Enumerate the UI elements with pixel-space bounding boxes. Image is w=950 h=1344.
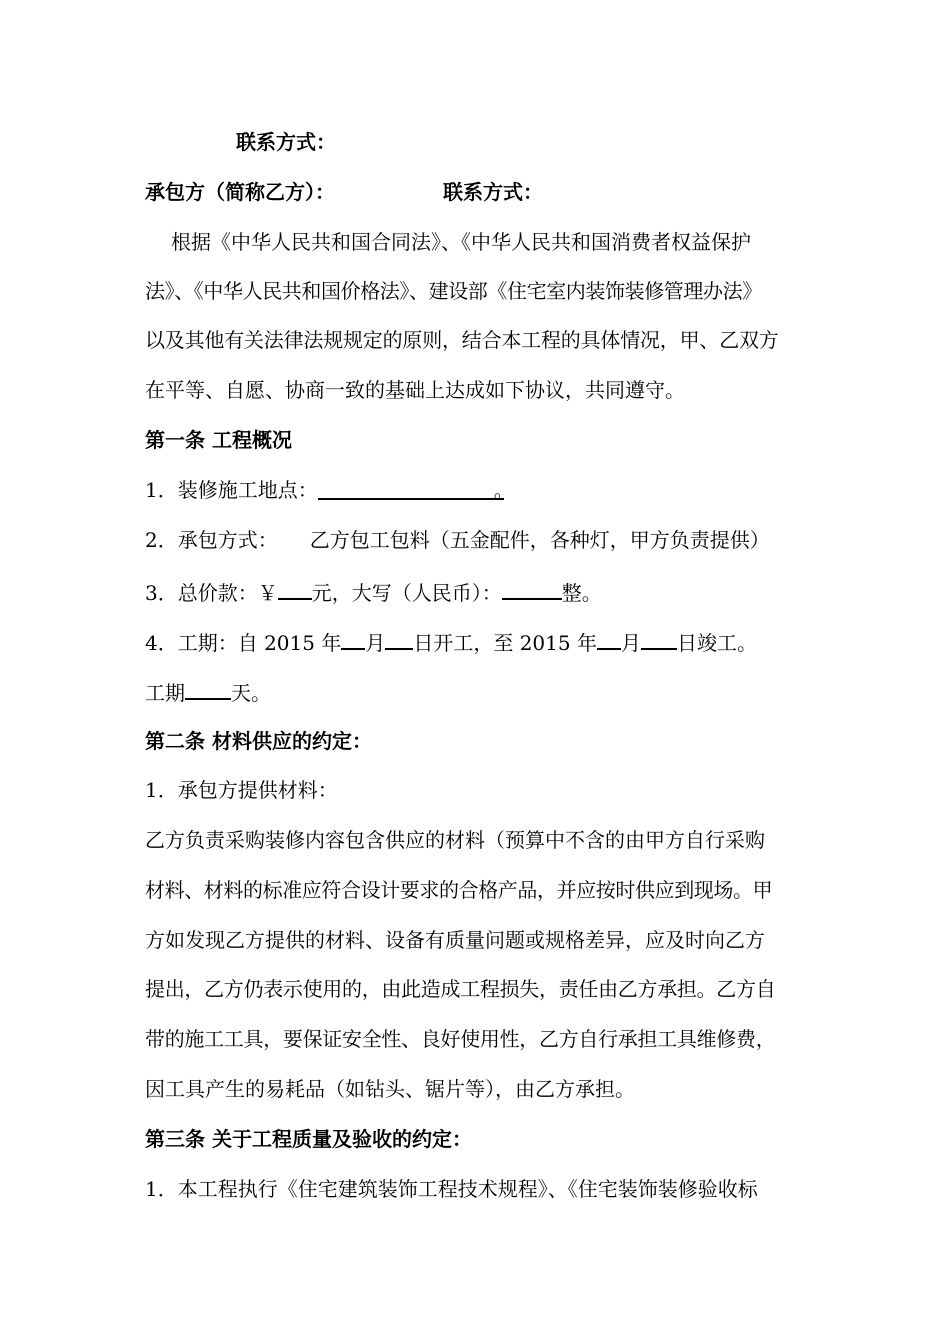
- article3-title: 第三条 关于工程质量及验收的约定：: [145, 1127, 472, 1151]
- article2-body-line: 因工具产生的易耗品（如钻头、锯片等），由乙方承担。: [145, 1077, 635, 1101]
- contractor-label: 承包方（简称乙方）：: [145, 180, 335, 204]
- article1-item1: [145, 476, 845, 504]
- article2-body-line: 带的施工工具，要保证安全性、良好使用性，乙方自行承担工具维修费，: [145, 1027, 776, 1051]
- contract-mode-label: 2．承包方式：: [145, 528, 278, 552]
- article2-body-line: 乙方负责采购装修内容包含供应的材料（预算中不含的由甲方自行采购: [145, 828, 765, 852]
- article2-body-line: 提出，乙方仍表示使用的，由此造成工程损失，责任由乙方承担。乙方自: [145, 977, 776, 1001]
- article2-item1: 1．承包方提供材料：: [145, 778, 338, 802]
- article2-title: 第二条 材料供应的约定：: [145, 729, 372, 753]
- start-month-blank: [341, 626, 365, 650]
- end-month-blank: [597, 626, 621, 650]
- article1-item2: [145, 526, 845, 554]
- article2-body-line: 方如发现乙方提供的材料、设备有质量问题或规格差异，应及时向乙方: [145, 928, 765, 952]
- article3-item1: 1．本工程执行《住宅建筑装饰工程技术规程》、《住宅装饰装修验收标: [145, 1177, 758, 1201]
- article2-body-line: 材料、材料的标准应符合设计要求的合格产品，并应按时供应到现场。甲: [145, 878, 773, 902]
- price-words-blank: [502, 576, 562, 600]
- end-day-blank: [641, 626, 677, 650]
- article1-item4: 4．工期：自 2015 年 月 日开工，至 2015 年 月 日竣工。: [145, 626, 845, 657]
- contact-top: 联系方式：: [236, 130, 336, 154]
- start-day-blank: [385, 626, 413, 650]
- contractor-line: [145, 178, 845, 206]
- article1-title: 第一条 工程概况: [145, 428, 292, 452]
- preamble-line: 在平等、自愿、协商一致的基础上达成如下协议，共同遵守。: [145, 378, 685, 402]
- site-label: 1．装修施工地点：: [145, 478, 318, 502]
- article1-duration: 工期 天。: [145, 676, 845, 707]
- contractor-contact-label: 联系方式：: [443, 180, 543, 204]
- contract-mode-value: 乙方包工包料（五金配件，各种灯，甲方负责提供）: [309, 528, 770, 552]
- preamble-line: 根据《中华人民共和国合同法》、《中华人民共和国消费者权益保护: [171, 230, 751, 254]
- preamble-line: 法》、《中华人民共和国价格法》、建设部《住宅室内装饰装修管理办法》: [145, 279, 762, 303]
- preamble-line: 以及其他有关法律法规规定的原则，结合本工程的具体情况，甲、乙双方: [145, 328, 779, 352]
- price-blank: [278, 576, 312, 600]
- article1-item3: 3．总价款：￥ 元，大写（人民币）： 整。: [145, 576, 845, 607]
- site-blank: 。: [318, 476, 504, 500]
- duration-blank: [185, 676, 231, 700]
